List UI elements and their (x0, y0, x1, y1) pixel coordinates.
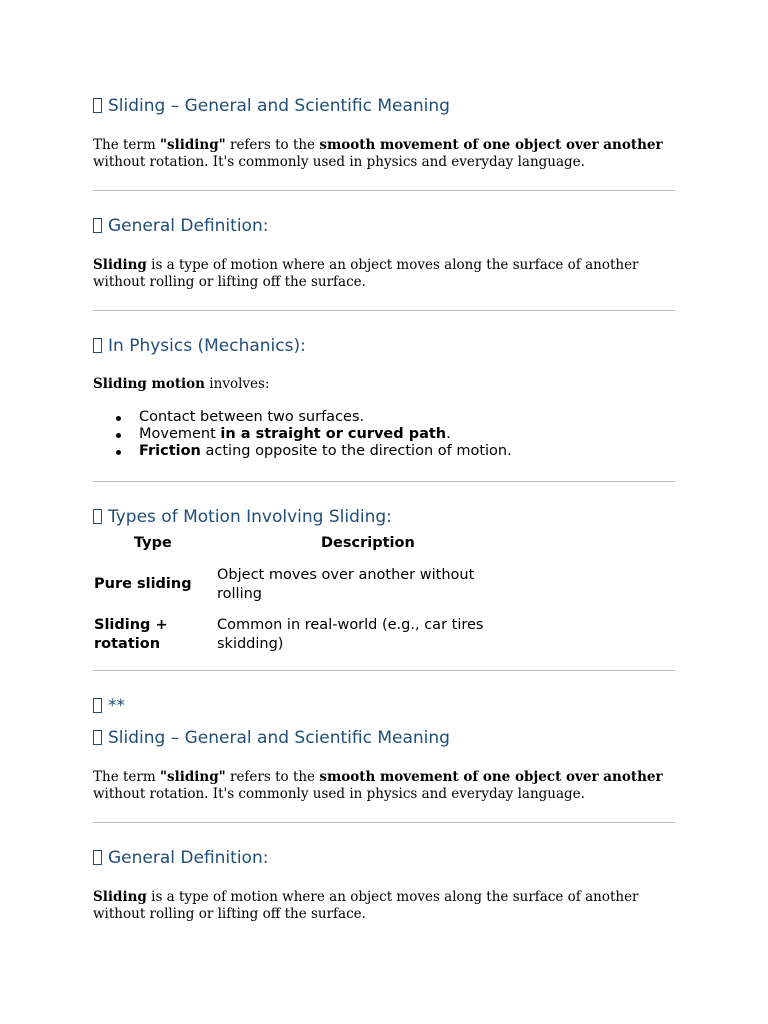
list-item (93, 426, 512, 443)
heading-sliding-meaning (93, 95, 450, 117)
heading-sliding-meaning-repeat (93, 727, 450, 749)
bold-run: Friction (139, 443, 201, 459)
bold-run: smooth movement of one object over another (319, 137, 663, 153)
bullet-icon (116, 433, 121, 438)
bold-run: Sliding (93, 889, 147, 905)
text-run: is a type of motion where an object moves along the surface of another without rolling or lifting off the surface. (93, 257, 639, 290)
box-glyph-icon (93, 338, 102, 353)
heading-text: General Definition: (108, 848, 269, 868)
bullet-icon (116, 416, 121, 421)
definition-paragraph-repeat (93, 889, 675, 922)
box-glyph-icon (93, 698, 102, 713)
divider (93, 190, 675, 191)
heading-text: Sliding – General and Scientific Meaning (108, 96, 450, 116)
table-cell-description: Object moves over another without rolling (217, 567, 475, 602)
intro-paragraph (93, 137, 675, 170)
table-header-description: Description (321, 535, 415, 551)
divider (93, 310, 675, 311)
text-run: The term (93, 137, 160, 153)
heading-in-physics (93, 335, 306, 357)
heading-text: Sliding – General and Scientific Meaning (108, 728, 450, 748)
intro-paragraph-repeat (93, 769, 675, 802)
bold-run: Sliding motion (93, 376, 206, 392)
box-glyph-icon (93, 509, 102, 524)
bold-run: "sliding" (159, 137, 226, 153)
heading-asterisks (93, 695, 125, 717)
text-run: The term (93, 769, 160, 785)
divider (93, 822, 675, 823)
text-run: without rotation. It's commonly used in physics and everyday language. (93, 785, 585, 802)
list-item (93, 409, 512, 426)
heading-general-definition-repeat (93, 847, 268, 869)
heading-general-definition (93, 215, 268, 237)
table-header-type: Type (134, 535, 172, 551)
bold-run: "sliding" (159, 769, 226, 785)
text-run: is a type of motion where an object moves along the surface of another without rolling or lifting off the surface. (93, 889, 639, 922)
bold-run: Sliding (93, 257, 147, 273)
text-run: . (446, 426, 451, 442)
heading-text: In Physics (Mechanics): (108, 336, 306, 356)
list-item (93, 443, 512, 460)
text-run: Contact between two surfaces. (139, 409, 365, 425)
text-run: acting opposite to the direction of motion. (200, 443, 512, 459)
divider (93, 481, 675, 482)
text-run: involves: (205, 376, 270, 392)
definition-paragraph (93, 257, 675, 290)
text-run: Movement (139, 426, 221, 442)
table-cell-type: Sliding + rotation (94, 617, 168, 652)
bold-run: in a straight or curved path (220, 426, 447, 442)
box-glyph-icon (93, 730, 102, 745)
heading-types-of-motion (93, 506, 392, 528)
bullet-list (93, 409, 512, 460)
text-run: refers to the (225, 769, 320, 785)
bullet-icon (116, 450, 121, 455)
heading-text: Types of Motion Involving Sliding: (108, 507, 392, 527)
text-run: refers to the (225, 137, 320, 153)
heading-text: ** (108, 696, 125, 716)
box-glyph-icon (93, 850, 102, 865)
physics-intro-paragraph (93, 376, 675, 393)
table-cell-type: Pure sliding (94, 576, 192, 592)
bold-run: smooth movement of one object over another (319, 769, 663, 785)
text-run: without rotation. It's commonly used in physics and everyday language. (93, 153, 585, 170)
box-glyph-icon (93, 218, 102, 233)
table-cell-description: Common in real-world (e.g., car tires skidding) (217, 617, 484, 652)
heading-text: General Definition: (108, 216, 269, 236)
divider (93, 670, 675, 671)
box-glyph-icon (93, 98, 102, 113)
